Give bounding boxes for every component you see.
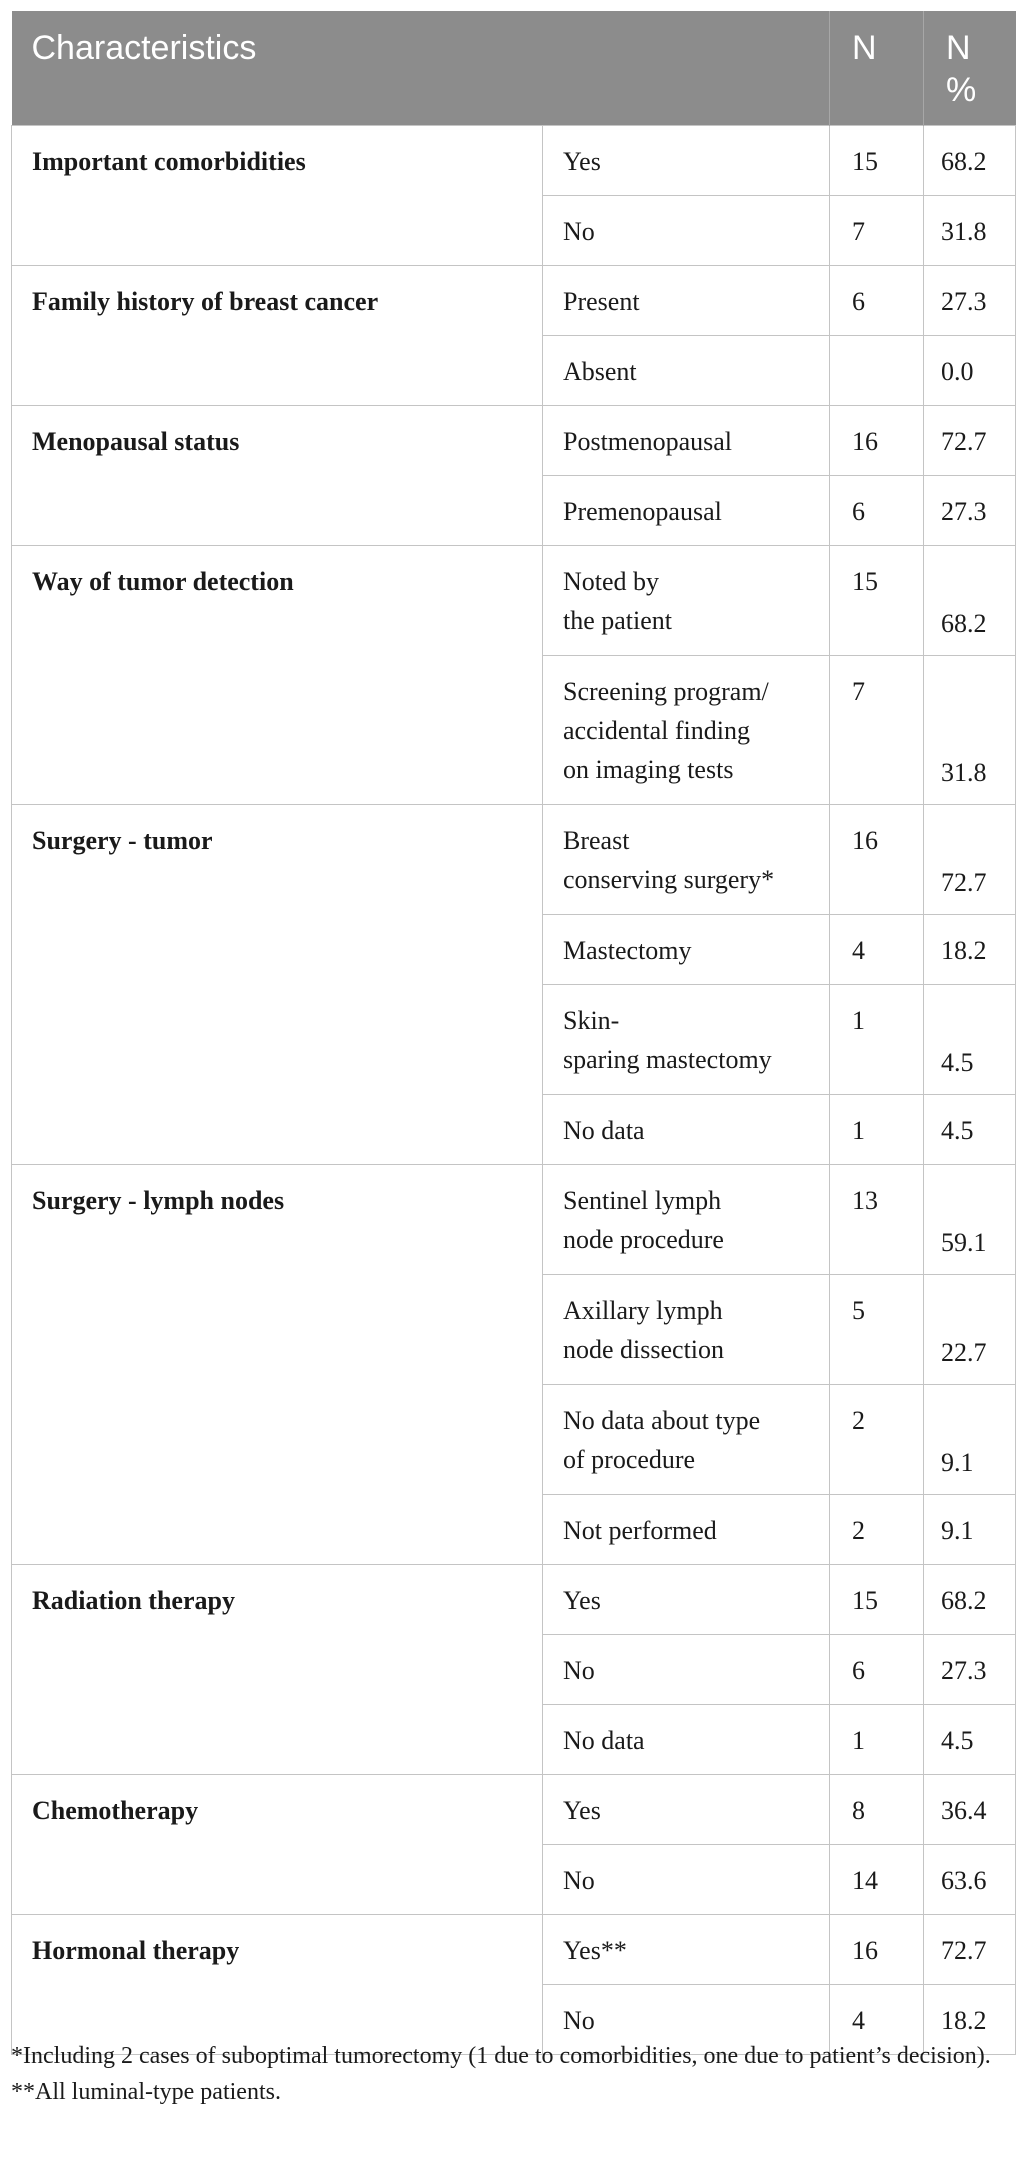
table-row — [12, 266, 1016, 336]
subcategory-line: Screening program/ — [563, 677, 769, 706]
percent-value: 72.7 — [941, 1936, 987, 1965]
footnotes — [11, 2038, 1015, 2110]
n-cell — [830, 1635, 924, 1705]
percent-cell — [924, 1775, 1016, 1845]
percent-cell — [924, 1275, 1016, 1385]
subcategory-line: Not performed — [563, 1516, 717, 1545]
n-value: 16 — [852, 1936, 878, 1965]
header-percent — [924, 11, 1016, 126]
table-row — [12, 406, 1016, 476]
subcategory-cell — [543, 1635, 830, 1705]
percent-cell — [924, 1635, 1016, 1705]
n-cell — [830, 1495, 924, 1565]
percent-cell — [924, 1845, 1016, 1915]
subcategory-cell — [543, 1775, 830, 1845]
subcategory-line: Skin- — [563, 1006, 620, 1035]
subcategory-line: the patient — [563, 606, 673, 635]
subcategory-line: on imaging tests — [563, 755, 734, 784]
subcategory-line: Postmenopausal — [563, 427, 732, 456]
percent-cell — [924, 1095, 1016, 1165]
percent-value: 4.5 — [941, 1726, 974, 1755]
n-cell — [830, 1165, 924, 1275]
percent-value: 9.1 — [941, 1448, 974, 1477]
n-cell — [830, 805, 924, 915]
n-value: 6 — [852, 287, 865, 316]
subcategory-line: Yes — [563, 1796, 601, 1825]
percent-cell — [924, 196, 1016, 266]
percent-value: 72.7 — [941, 868, 987, 897]
percent-value: 18.2 — [941, 936, 987, 965]
n-value: 15 — [852, 1586, 878, 1615]
percent-cell — [924, 1705, 1016, 1775]
table-row — [12, 1565, 1016, 1635]
subcategory-line: No data — [563, 1116, 645, 1145]
header-characteristics — [12, 11, 830, 126]
subcategory-cell — [543, 196, 830, 266]
percent-value: 27.3 — [941, 287, 987, 316]
n-value: 1 — [852, 1726, 865, 1755]
n-cell — [830, 1915, 924, 1985]
percent-cell — [924, 1385, 1016, 1495]
n-cell — [830, 985, 924, 1095]
percent-value: 31.8 — [941, 758, 987, 787]
header-n-label: N — [852, 29, 877, 67]
subcategory-line: No data — [563, 1726, 645, 1755]
percent-value: 27.3 — [941, 497, 987, 526]
category-label: Way of tumor detection — [32, 567, 294, 596]
category-label: Surgery - tumor — [32, 826, 213, 855]
header-characteristics-label: Characteristics — [31, 29, 257, 67]
percent-cell — [924, 805, 1016, 915]
percent-value: 68.2 — [941, 1586, 987, 1615]
percent-cell — [924, 546, 1016, 656]
percent-value: 18.2 — [941, 2006, 987, 2035]
category-cell — [12, 546, 543, 805]
n-value: 1 — [852, 1116, 865, 1145]
percent-value: 59.1 — [941, 1228, 987, 1257]
percent-value: 4.5 — [941, 1048, 974, 1077]
n-value: 2 — [852, 1406, 865, 1435]
category-label: Important comorbidities — [32, 147, 306, 176]
percent-value: 9.1 — [941, 1516, 974, 1545]
subcategory-cell — [543, 266, 830, 336]
percent-cell — [924, 915, 1016, 985]
percent-value: 63.6 — [941, 1866, 987, 1895]
subcategory-line: Absent — [563, 357, 637, 386]
subcategory-line: Yes — [563, 1586, 601, 1615]
subcategory-line: No data about type — [563, 1406, 761, 1435]
n-value: 7 — [852, 217, 865, 246]
category-cell — [12, 406, 543, 546]
subcategory-cell — [543, 1495, 830, 1565]
percent-value: 72.7 — [941, 427, 987, 456]
subcategory-cell — [543, 1095, 830, 1165]
characteristics-table-container — [11, 11, 1015, 2055]
subcategory-line: sparing mastectomy — [563, 1045, 772, 1074]
subcategory-line: node dissection — [563, 1335, 725, 1364]
n-value: 14 — [852, 1866, 878, 1895]
subcategory-cell — [543, 1705, 830, 1775]
n-value: 16 — [852, 826, 878, 855]
n-cell — [830, 656, 924, 805]
n-value: 5 — [852, 1296, 865, 1325]
n-cell — [830, 196, 924, 266]
percent-cell — [924, 336, 1016, 406]
n-cell — [830, 1845, 924, 1915]
n-value: 15 — [852, 567, 878, 596]
percent-cell — [924, 126, 1016, 196]
percent-cell — [924, 266, 1016, 336]
category-cell — [12, 1165, 543, 1565]
footnote-2: **All luminal-type patients. — [11, 2079, 281, 2105]
subcategory-cell — [543, 546, 830, 656]
subcategory-cell — [543, 1275, 830, 1385]
table-row — [12, 546, 1016, 656]
n-cell — [830, 406, 924, 476]
table-body — [12, 126, 1016, 2055]
subcategory-cell — [543, 1845, 830, 1915]
percent-value: 4.5 — [941, 1116, 974, 1145]
category-cell — [12, 1775, 543, 1915]
category-label: Radiation therapy — [32, 1586, 235, 1615]
category-cell — [12, 266, 543, 406]
n-cell — [830, 126, 924, 196]
n-value: 7 — [852, 677, 865, 706]
subcategory-cell — [543, 1385, 830, 1495]
n-value: 13 — [852, 1186, 878, 1215]
subcategory-cell — [543, 805, 830, 915]
subcategory-cell — [543, 1565, 830, 1635]
table-row — [12, 1165, 1016, 1275]
header-percent-line1: N — [946, 29, 971, 67]
subcategory-line: Premenopausal — [563, 497, 722, 526]
subcategory-cell — [543, 985, 830, 1095]
percent-value: 68.2 — [941, 609, 987, 638]
percent-cell — [924, 406, 1016, 476]
subcategory-line: No — [563, 1656, 595, 1685]
n-value: 1 — [852, 1006, 865, 1035]
n-cell — [830, 1705, 924, 1775]
subcategory-line: Present — [563, 287, 640, 316]
percent-value: 27.3 — [941, 1656, 987, 1685]
subcategory-line: Mastectomy — [563, 936, 692, 965]
n-cell — [830, 1775, 924, 1845]
n-cell — [830, 336, 924, 406]
table-row — [12, 1915, 1016, 1985]
subcategory-line: No — [563, 2006, 595, 2035]
n-cell — [830, 1275, 924, 1385]
n-value: 15 — [852, 147, 878, 176]
subcategory-line: node procedure — [563, 1225, 724, 1254]
subcategory-line: Yes** — [563, 1936, 627, 1965]
footnote-1: *Including 2 cases of suboptimal tumorectomy (1 due to comorbidities, one due to patient’s decision). — [11, 2043, 991, 2069]
category-label: Chemotherapy — [32, 1796, 199, 1825]
subcategory-line: conserving surgery* — [563, 865, 775, 894]
subcategory-line: Axillary lymph — [563, 1296, 723, 1325]
subcategory-line: Yes — [563, 147, 601, 176]
n-value: 8 — [852, 1796, 865, 1825]
category-cell — [12, 805, 543, 1165]
subcategory-line: No — [563, 217, 595, 246]
percent-cell — [924, 656, 1016, 805]
percent-cell — [924, 1495, 1016, 1565]
subcategory-cell — [543, 476, 830, 546]
subcategory-line: No — [563, 1866, 595, 1895]
header-percent-line2: % — [946, 71, 977, 109]
table-row — [12, 805, 1016, 915]
percent-value: 31.8 — [941, 217, 987, 246]
category-cell — [12, 1915, 543, 2055]
subcategory-line: Noted by — [563, 567, 660, 596]
subcategory-cell — [543, 336, 830, 406]
category-label: Surgery - lymph nodes — [32, 1186, 285, 1215]
n-value: 16 — [852, 427, 878, 456]
n-value: 2 — [852, 1516, 865, 1545]
percent-cell — [924, 985, 1016, 1095]
subcategory-cell — [543, 126, 830, 196]
percent-value: 22.7 — [941, 1338, 987, 1367]
subcategory-cell — [543, 1165, 830, 1275]
n-value: 4 — [852, 936, 865, 965]
category-label: Family history of breast cancer — [32, 287, 379, 316]
table-row — [12, 126, 1016, 196]
table-header — [12, 11, 1016, 126]
category-label: Menopausal status — [32, 427, 240, 456]
n-cell — [830, 266, 924, 336]
subcategory-line: Sentinel lymph — [563, 1186, 722, 1215]
percent-cell — [924, 1165, 1016, 1275]
subcategory-cell — [543, 656, 830, 805]
category-cell — [12, 1565, 543, 1775]
subcategory-cell — [543, 915, 830, 985]
table-row — [12, 1775, 1016, 1845]
category-label: Hormonal therapy — [32, 1936, 240, 1965]
header-n — [830, 11, 924, 126]
percent-cell — [924, 476, 1016, 546]
percent-cell — [924, 1915, 1016, 1985]
n-cell — [830, 1565, 924, 1635]
percent-value: 0.0 — [941, 357, 974, 386]
percent-value: 68.2 — [941, 147, 987, 176]
n-value: 4 — [852, 2006, 865, 2035]
characteristics-table — [11, 11, 1016, 2055]
n-value: 6 — [852, 1656, 865, 1685]
subcategory-cell — [543, 1915, 830, 1985]
category-cell — [12, 126, 543, 266]
n-cell — [830, 546, 924, 656]
subcategory-line: accidental finding — [563, 716, 750, 745]
percent-value: 36.4 — [941, 1796, 987, 1825]
percent-cell — [924, 1565, 1016, 1635]
n-cell — [830, 1385, 924, 1495]
n-value — [830, 336, 923, 364]
n-cell — [830, 1095, 924, 1165]
n-cell — [830, 915, 924, 985]
subcategory-line: Breast — [563, 826, 630, 855]
subcategory-line: of procedure — [563, 1445, 696, 1474]
subcategory-cell — [543, 406, 830, 476]
n-value: 6 — [852, 497, 865, 526]
n-cell — [830, 476, 924, 546]
